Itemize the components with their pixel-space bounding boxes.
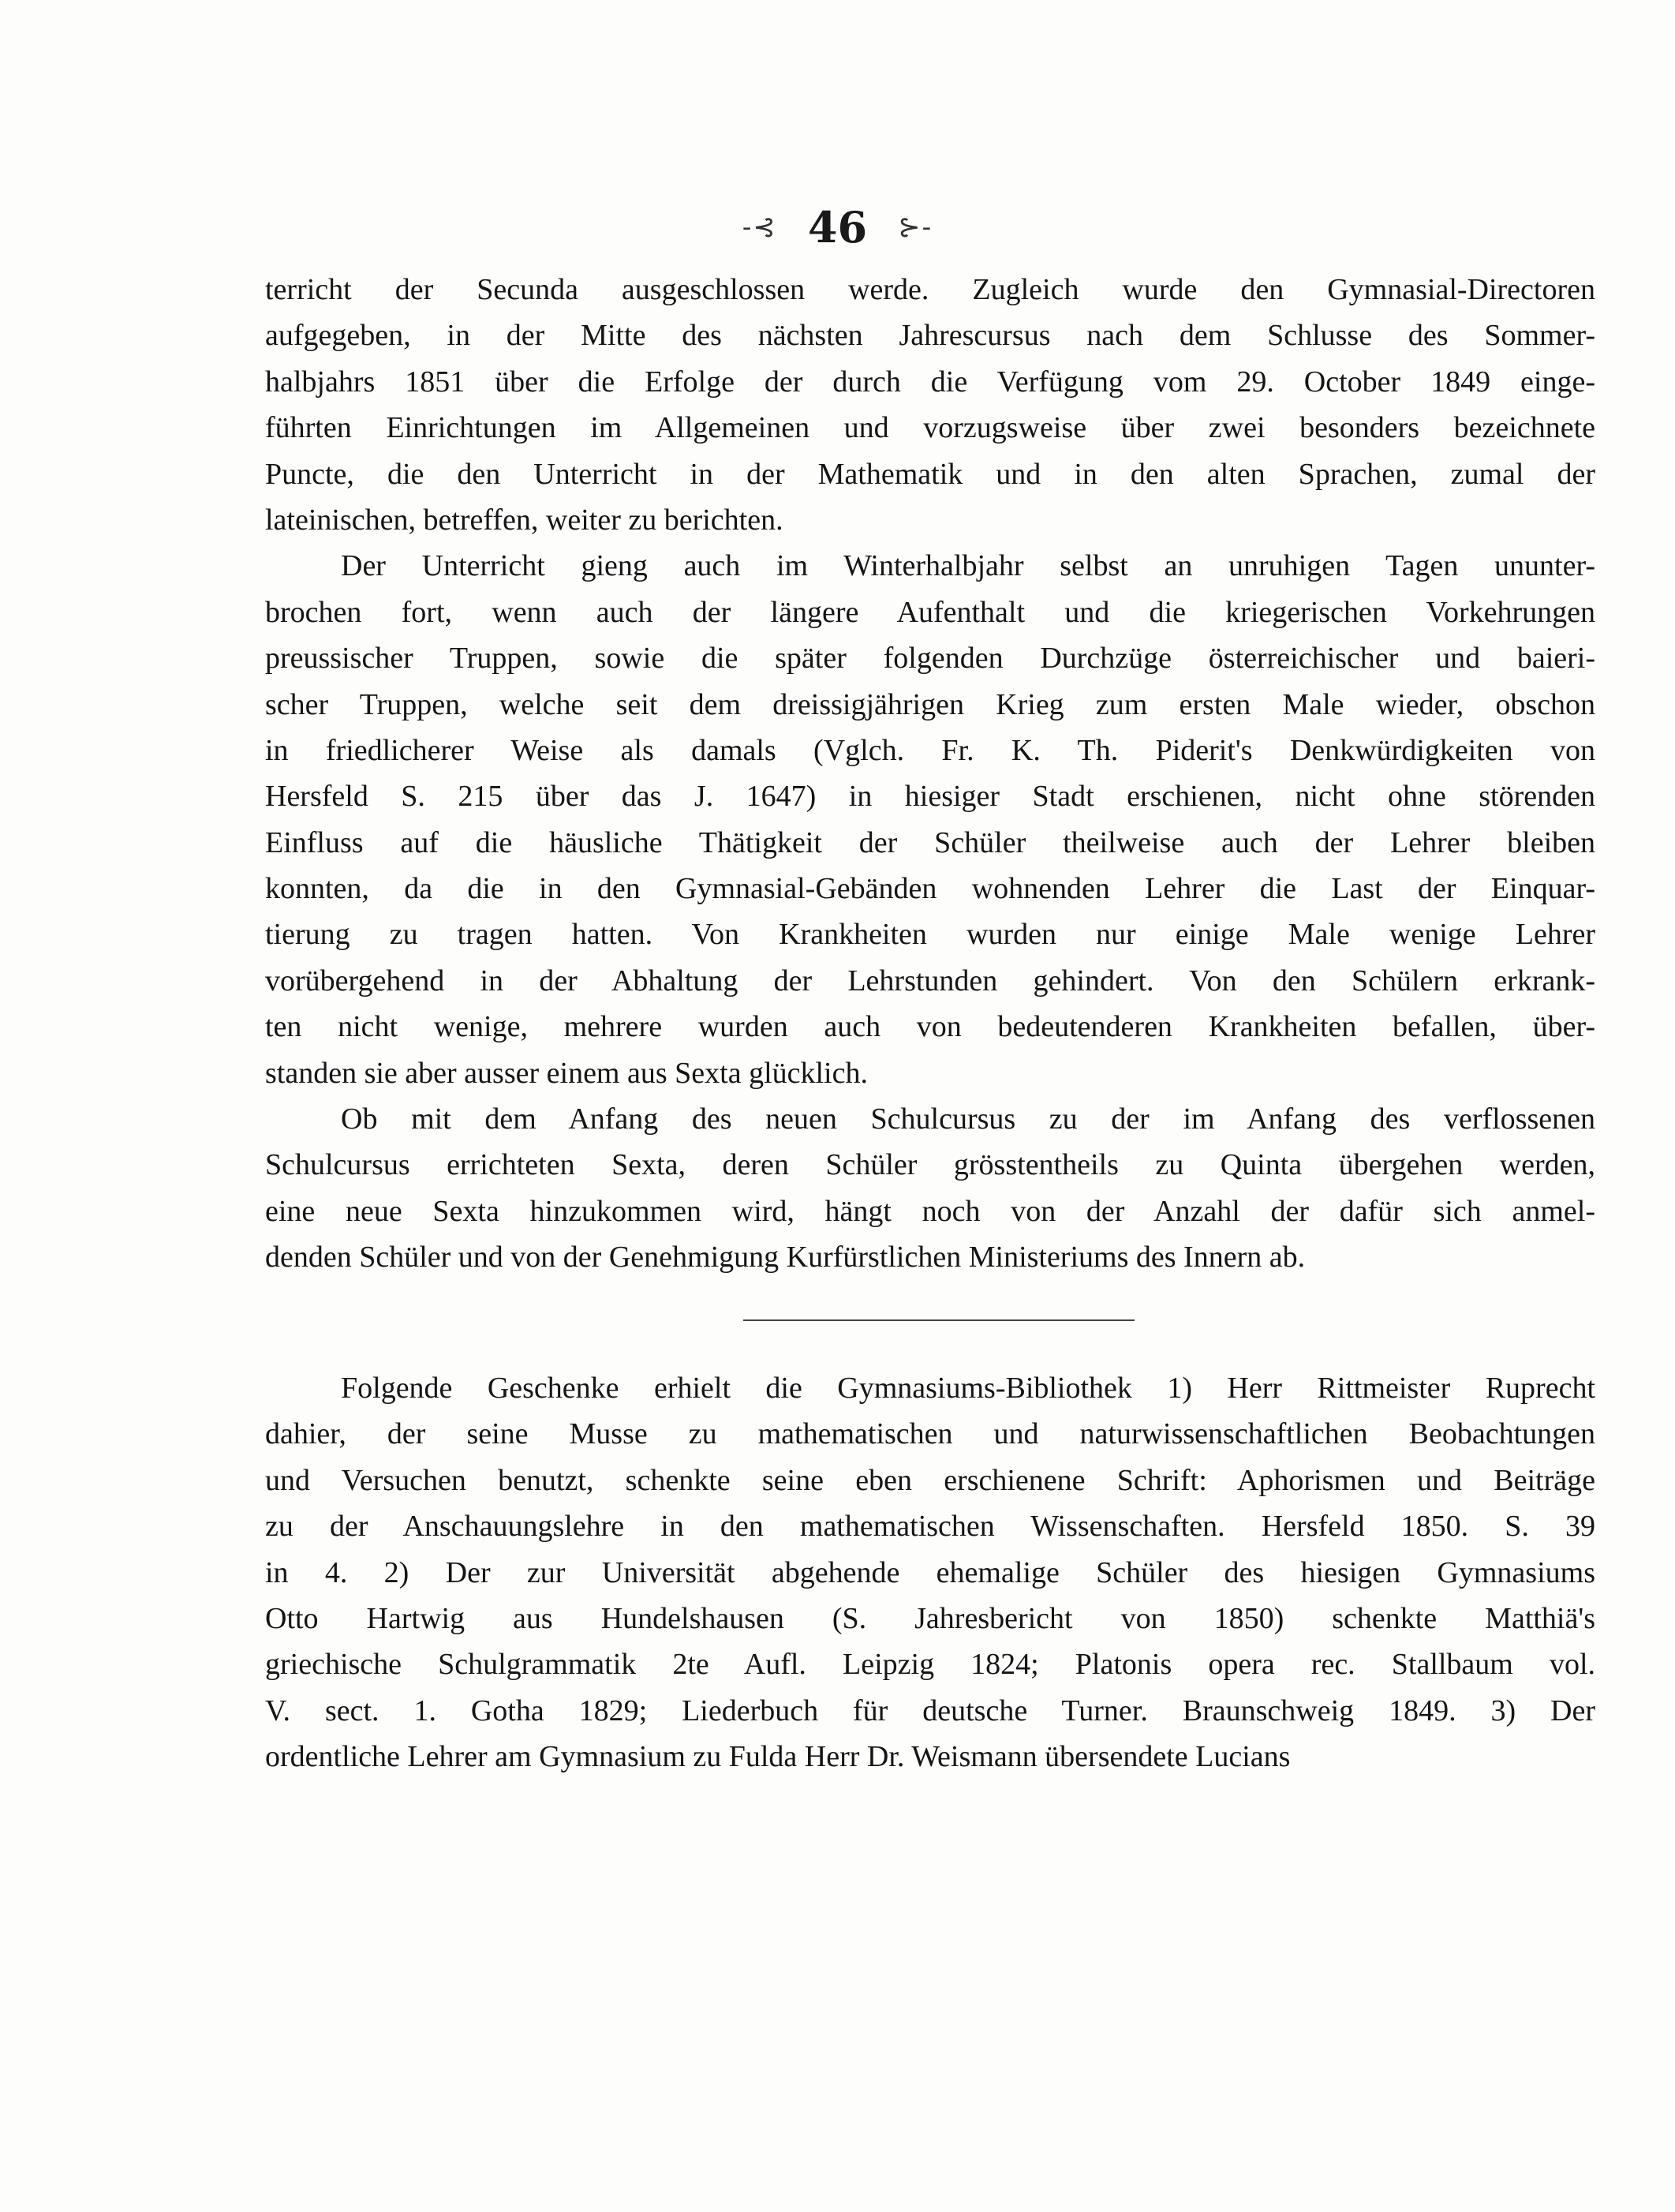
text-line: lateinischen, betreffen, weiter zu berichten. [265,503,783,537]
text-line: Otto Hartwig aus Hundelshausen (S. Jahresbericht von 1850) schenkte Matthiä's [265,1601,1595,1635]
text-line: führten Einrichtungen im Allgemeinen und vorzugsweise über zwei besonders bezeichnete [265,411,1595,445]
text-line: zu der Anschauungslehre in den mathematischen Wissenschaften. Hersfeld 1850. S. 39 [265,1510,1595,1544]
left-ornament-icon: -⊰ [742,211,777,243]
right-ornament-icon: ⊱- [898,211,933,243]
text-line: vorübergehend in der Abhaltung der Lehrstunden gehindert. Von den Schülern erkrank- [265,964,1595,997]
text-line: ten nicht wenige, mehrere wurden auch von bedeutenderen Krankheiten befallen, über- [265,1010,1595,1044]
text-line: dahier, der seine Musse zu mathematischen und naturwissenschaftlichen Beobachtungen [265,1417,1595,1451]
text-line: ordentliche Lehrer am Gymnasium zu Fulda Herr Dr. Weismann übersendete Lucians [265,1740,1291,1774]
text-line: halbjahrs 1851 über die Erfolge der durch die Verfügung vom 29. October 1849 einge- [265,365,1595,399]
text-line: tierung zu tragen hatten. Von Krankheiten wurden nur einige Male wenige Lehrer [265,918,1595,952]
body-text-block-2 [265,1365,1595,1780]
text-line: preussischer Truppen, sowie die später folgenden Durchzüge österreichischer und baieri- [265,642,1595,676]
text-line: und Versuchen benutzt, schenkte seine eben erschienene Schrift: Aphorismen und Beiträge [265,1463,1595,1497]
section-divider [743,1319,1135,1321]
text-line: V. sect. 1. Gotha 1829; Liederbuch für deutsche Turner. Braunschweig 1849. 3) Der [265,1694,1595,1727]
page-number: 46 [807,202,868,253]
text-line: Einfluss auf die häusliche Thätigkeit der Schüler theilweise auch der Lehrer bleiben [265,825,1595,859]
text-line: Folgende Geschenke erhielt die Gymnasiums-Bibliothek 1) Herr Rittmeister Ruprecht [341,1372,1595,1405]
text-line: denden Schüler und von der Genehmigung Kurfürstlichen Ministeriums des Innern ab. [265,1241,1306,1274]
text-line: eine neue Sexta hinzukommen wird, hängt noch von der Anzahl der dafür sich anmel- [265,1194,1595,1228]
text-line: konnten, da die in den Gymnasial-Gebänden wohnenden Lehrer die Last der Einquar- [265,872,1595,906]
text-line: in 4. 2) Der zur Universität abgehende ehemalige Schüler des hiesigen Gymnasiums [265,1555,1595,1589]
text-line: brochen fort, wenn auch der längere Aufenthalt und die kriegerischen Vorkehrungen [265,595,1595,629]
text-line: scher Truppen, welche seit dem dreissigjährigen Krieg zum ersten Male wieder, obschon [265,687,1595,721]
body-text-block-1 [265,267,1595,1281]
text-line: aufgegeben, in der Mitte des nächsten Jahrescursus nach dem Schlusse des Sommer- [265,319,1595,353]
text-line: Puncte, die den Unterricht in der Mathematik und in den alten Sprachen, zumal der [265,457,1595,491]
text-line: griechische Schulgrammatik 2te Aufl. Leipzig 1824; Platonis opera rec. Stallbaum vol. [265,1648,1595,1682]
text-line: Schulcursus errichteten Sexta, deren Schüler grösstentheils zu Quinta übergehen werden, [265,1148,1595,1182]
text-line: Der Unterricht gieng auch im Winterhalbjahr selbst an unruhigen Tagen ununter- [341,549,1595,583]
page-header [0,202,1675,253]
text-line: terricht der Secunda ausgeschlossen werde. Zugleich wurde den Gymnasial-Directoren [265,273,1595,306]
text-line: Ob mit dem Anfang des neuen Schulcursus zu der im Anfang des verflossenen [341,1102,1595,1136]
text-line: in friedlicherer Weise als damals (Vglch. Fr. K. Th. Piderit's Denkwürdigkeiten von [265,733,1595,767]
text-line: Hersfeld S. 215 über das J. 1647) in hiesiger Stadt erschienen, nicht ohne störenden [265,780,1595,814]
text-line: standen sie aber ausser einem aus Sexta glücklich. [265,1056,868,1090]
